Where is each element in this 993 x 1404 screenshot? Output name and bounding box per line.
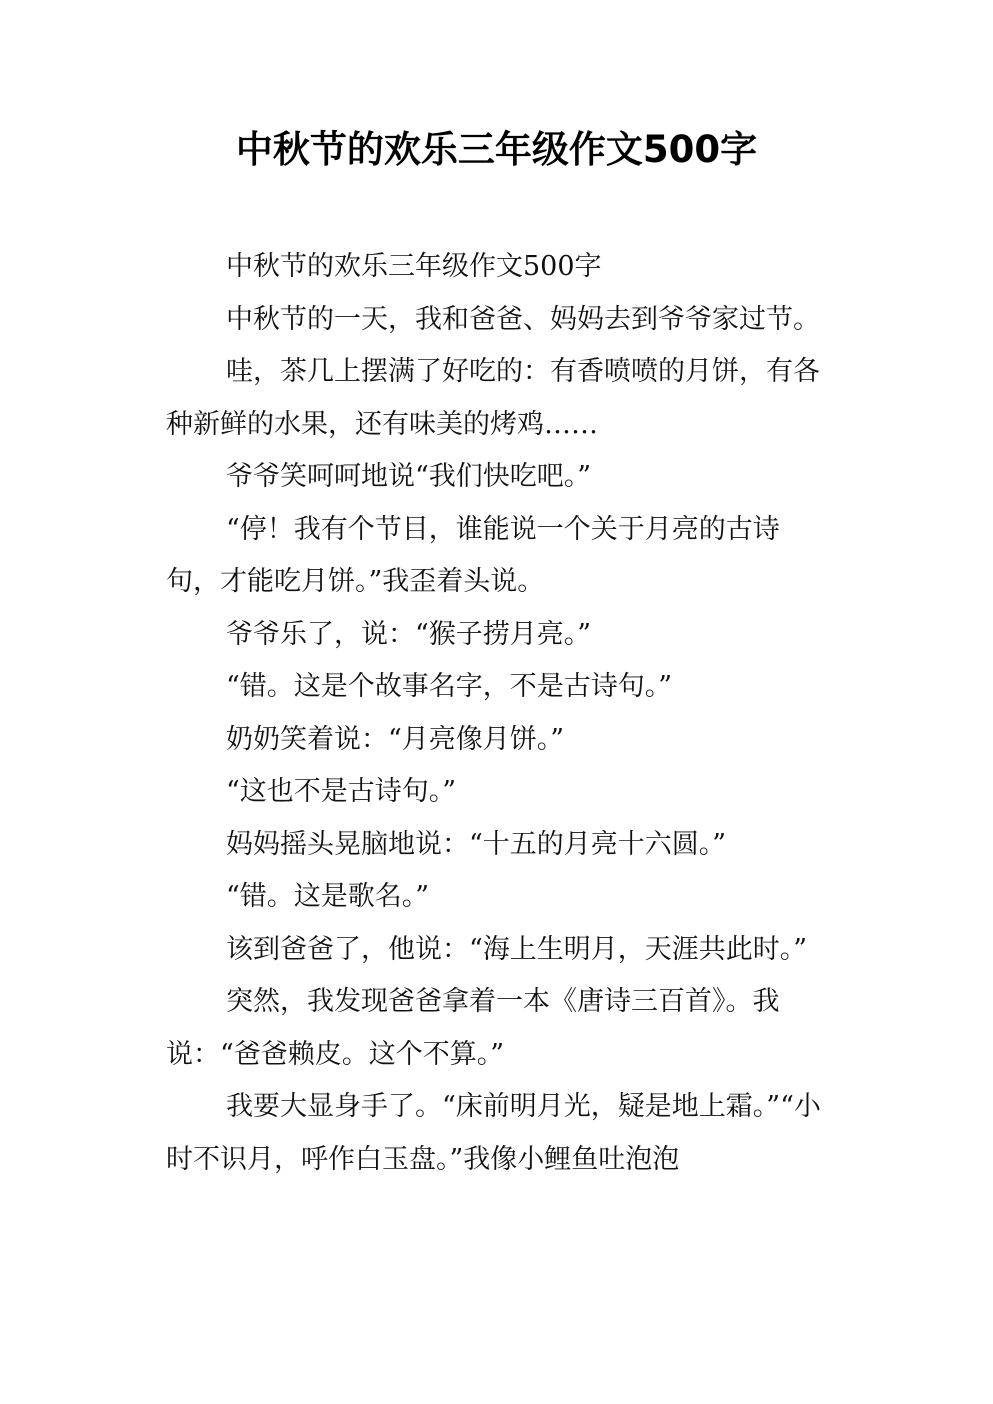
paragraph: “错。这是个故事名字，不是古诗句。” xyxy=(226,671,673,702)
paragraph: 该到爸爸了，他说：“海上生明月，天涯共此时。” xyxy=(226,933,808,965)
paragraph: 突然，我发现爸爸拿着一本《唐诗三百首》。我说：“爸爸赖皮。这个不算。” xyxy=(166,986,780,1070)
paragraph: 爷爷乐了，说：“猴子捞月亮。” xyxy=(226,618,592,650)
paragraph: “这也不是古诗句。” xyxy=(226,776,457,807)
paragraph: 我要大显身手了。“床前明月光，疑是地上霜。”“小时不识月，呼作白玉盘。”我像小鲤鱼吐泡泡 xyxy=(166,1091,821,1175)
paragraph: 奶奶笑着说：“月亮像月饼。” xyxy=(226,723,565,755)
paragraph: 哇，茶几上摆满了好吃的：有香喷喷的月饼，有各种新鲜的水果，还有味美的烤鸡…… xyxy=(166,356,820,440)
paragraph: “错。这是歌名。” xyxy=(226,881,430,912)
paragraph: “停！我有个节目，谁能说一个关于月亮的古诗句，才能吃月饼。”我歪着头说。 xyxy=(166,513,780,597)
paragraph: 爷爷笑呵呵地说“我们快吃吧。” xyxy=(226,461,592,492)
paragraph: 中秋节的一天，我和爸爸、妈妈去到爷爷家过节。 xyxy=(226,303,820,335)
paragraph-heading: 中秋节的欢乐三年级作文500字 xyxy=(226,251,602,282)
paragraph: 妈妈摇头晃脑地说：“十五的月亮十六圆。” xyxy=(226,828,727,860)
document-title: 中秋节的欢乐三年级作文500字 xyxy=(235,128,758,171)
document-body xyxy=(166,241,828,1186)
